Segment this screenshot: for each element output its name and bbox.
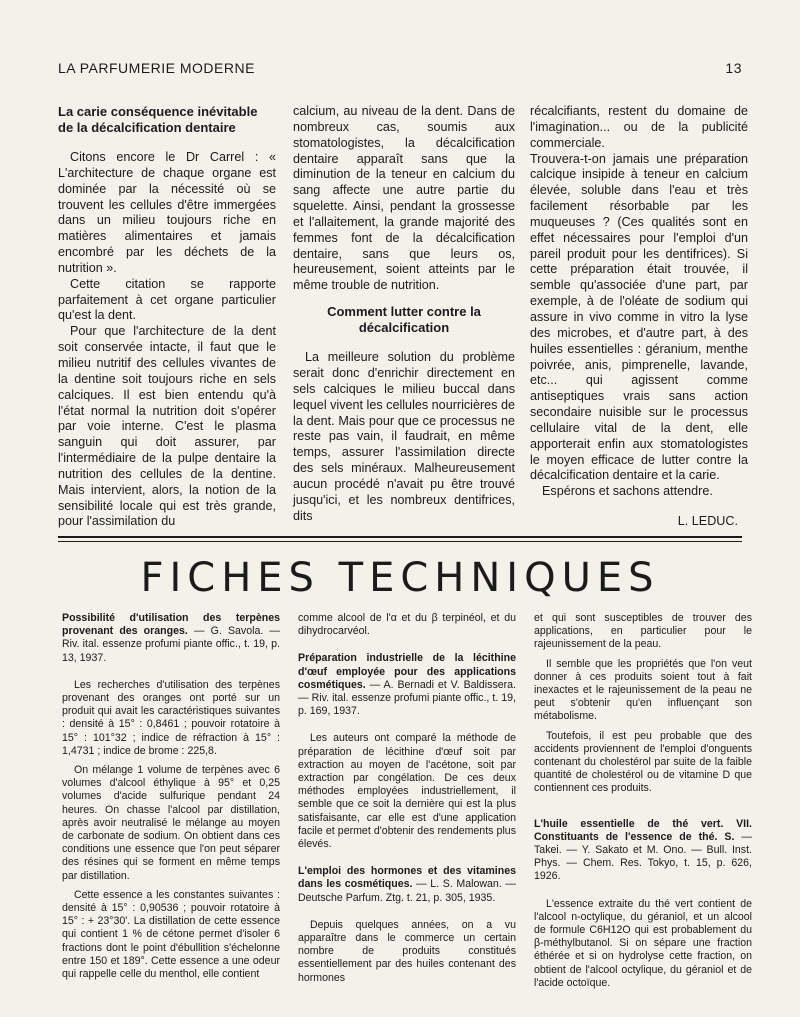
section-divider-thin (58, 541, 742, 542)
paragraph: Toutefois, il est peu probable que des accidents proviennent de l'emploi d'onguents contenant du cholestérol par suite de la faible quantité de cholestérol ou de vitamine D que contiennent ces produits. (534, 729, 752, 795)
page-number: 13 (725, 60, 742, 76)
paragraph: comme alcool de l'α et du β terpinéol, et du dihydrocarvéol. (298, 612, 516, 638)
fiches-column-2 (298, 612, 516, 982)
fiche-reference: — G. Savola. — Riv. ital. essenze profumi piante offic., t. 19, p. 13, 1937. (62, 625, 280, 664)
fiche-entry-title (534, 818, 752, 884)
article-column-1 (58, 104, 276, 529)
paragraph: Cette citation se rapporte parfaitement à cet organe particulier qu'est la dent. (58, 276, 276, 323)
paragraph: Depuis quelques années, on a vu apparaître dans le commerce un certain nombre de produits constitués essentiellement par des huiles contenant des hormones (298, 918, 516, 984)
author-signature: L. LEDUC. (677, 514, 738, 529)
paragraph: La meilleure solution du problème serait donc d'enrichir directement en sels calciques le milieu buccal dans lequel vivent les cellules nourricières de la dent. Mais pour que ce processus ne reste pas vain, il faudrait, en même temps, assurer l'assimilation directe des sels minéraux. Malheureusement aucun procédé n'avait pu être trouvé jusqu'ici, et les nombreux dentifrices, dits (293, 350, 515, 523)
paragraph: Pour que l'architecture de la dent soit conservée intacte, il faut que le milieu nutritif des cellules vivantes de la dentine soit toujours riche en sels calciques. Il est bien entendu qu'à l'état normal la nutrition doit s'opérer par voie interne. C'est le plasma sanguin qui doit assurer, par l'intermédiaire de la pulpe dentaire la nutrition des cellules de la dentine. Mais intervient, alors, la notion de la sensibilité locale qui est très grande, pour l'assimilation du (58, 324, 276, 529)
fiche-entry-title (298, 865, 516, 905)
fiche-title: Possibilité d'utilisation des terpènes provenant des oranges. (62, 612, 280, 638)
fiche-title: Préparation industrielle de la lécithine d'œuf employée pour des applications cosmétiques. (298, 652, 516, 691)
paragraph: On mélange 1 volume de terpènes avec 6 volumes d'alcool éthylique à 95° et 0,25 volumes d'acide sulfurique pendant 24 heures. On chasse l'alcool par distillation, après avoir neutralisé le mélange au moyen de carbonate de sodium. On obtient dans ces conditions une essence que l'on peut séparer des résines qui se forment en même temps par distillation. (62, 764, 280, 882)
paragraph: et qui sont susceptibles de trouver des applications, en particulier pour le rajeunissement de la peau. (534, 612, 752, 651)
spacer (298, 857, 516, 865)
fiches-column-3 (534, 612, 752, 989)
article-column-2 (293, 104, 515, 523)
journal-title: LA PARFUMERIE MODERNE (58, 60, 255, 76)
running-header (58, 60, 742, 80)
paragraph: Cette essence a les constantes suivantes : densité à 15° : 0,90536 ; pouvoir rotatoire à 15° : + 23°30'. La distillation de cette essence qui contient 1 % de cétone permet d'isoler 6 fractions dont le point d'ébullition s'échelonne entre 150 et 189°. Cette essence a une odeur qui rappelle celle du menthol, elle contient (62, 888, 280, 981)
fiche-reference: — A. Bernadi et V. Baldissera. — Riv. ital. essenze profumi piante offic., t. 19, p. 169, 1937. (298, 678, 516, 718)
section-title: FICHES TECHNIQUES (140, 555, 660, 601)
fiche-entry-title (62, 612, 280, 665)
paragraph: L'essence extraite du thé vert contient de l'alcool n-octylique, du géraniol, et un alcool de formule C6H12O qui est probablement du β-méthylbutanol. Si on sépare une fraction éthérée et si on hydrolyse cette fraction, on obtient de l'alcool octylique, du géraniol et de l'acide octoïque. (534, 897, 752, 989)
section-divider (58, 536, 742, 538)
fiche-title: L'huile essentielle de thé vert. VII. Constituants de l'essence de thé. S. (534, 817, 752, 843)
paragraph: récalcifiants, restent du domaine de l'imagination... ou de la publicité commerciale. (530, 104, 748, 150)
article-column-3 (530, 104, 748, 529)
paragraph: Trouvera-t-on jamais une préparation calcique insipide à teneur en calcium élevée, soluble dans l'eau et très facilement résorbable par les muqueuses ? (Ces qualités sont en effet nécessaires pour l'emploi d'un pareil produit pour les dentifrices). Si cette préparation était trouvée, il semble qu'associée d'une part, par exemple, à de l'oléate de sodium qui assure in vivo comme in vitro la lyse des microbes, et d'autre part, à des huiles essentielles : géranium, menthe poivrée, anis, pimprenelle, lavande, etc... qui agissent comme antiseptiques vrais sans action secondaire nuisible sur le processus cellulaire vital de la dent, elle apporterait enfin aux stomatologistes le moyen efficace de lutter contre la décalcification dentaire et la carie. (530, 151, 748, 483)
paragraph: Les recherches d'utilisation des terpènes provenant des oranges ont porté sur un produit qui avait les caractéristiques suivantes : densité à 15° : 0,8461 ; pouvoir rotatoire à 15° : 101°32 ; indice de réfraction à 15° : 1,4731 ; indice de brome : 225,8. (62, 678, 280, 757)
fiches-column-1 (62, 612, 280, 982)
paragraph: Espérons et sachons attendre. (542, 484, 713, 499)
article-heading: La carie conséquence inévitable de la décalcification dentaire (58, 104, 258, 135)
fiche-reference: — L. S. Malowan. — Deutsche Parfum. Ztg. t. 21, p. 305, 1935. (298, 878, 516, 904)
fiche-reference: — Takei. — Y. Sakato et M. Ono. — Bull. Inst. Phys. — Chem. Res. Tokyo, t. 15, p. 626, 1926. (534, 830, 752, 883)
article-subheading: Comment lutter contre la décalcification (327, 304, 481, 336)
fiches-techniques (62, 612, 752, 989)
paragraph: Citons encore le Dr Carrel : « L'architecture de chaque organe est dominée par la nécessité où se trouvent les cellules d'être immergées dans un milieu toujours riche en matières alimentaires et jamais encombré par les déchets de la nutrition ». (58, 150, 276, 275)
fiche-entry-title (298, 652, 516, 718)
paragraph: calcium, au niveau de la dent. Dans de nombreux cas, soumis aux stomatologistes, la décalcification dentaire apparaît sans que la diminution de la teneur en calcium du sang affecte une autre partie du squelette. Ainsi, pendant la grossesse et l'allaitement, la grande majorité des femmes font de la décalcification dentaire, sans que leurs os, heureusement, soient atteints par le même trouble de nutrition. (293, 104, 515, 293)
paragraph: Il semble que les propriétés que l'on veut donner à ces produits soient tout à fait inexactes et le rajeunissement de la peau ne peut s'obtenir qu'en influençant son métabolisme. (534, 657, 752, 723)
spacer (534, 802, 752, 818)
paragraph: Les auteurs ont comparé la méthode de préparation de lécithine d'œuf soit par extraction au moyen de l'acétone, soit par extraction par congélation. De ces deux méthodes employées industriellement, il semble que ce soit la dernière qui est la plus satisfaisante, car elle est d'une application facile et permet d'obtenir des rendements plus élevés. (298, 732, 516, 851)
article (58, 104, 748, 529)
fiche-title: L'emploi des hormones et des vitamines dans les cosmétiques. (298, 865, 516, 891)
spacer (298, 644, 516, 652)
